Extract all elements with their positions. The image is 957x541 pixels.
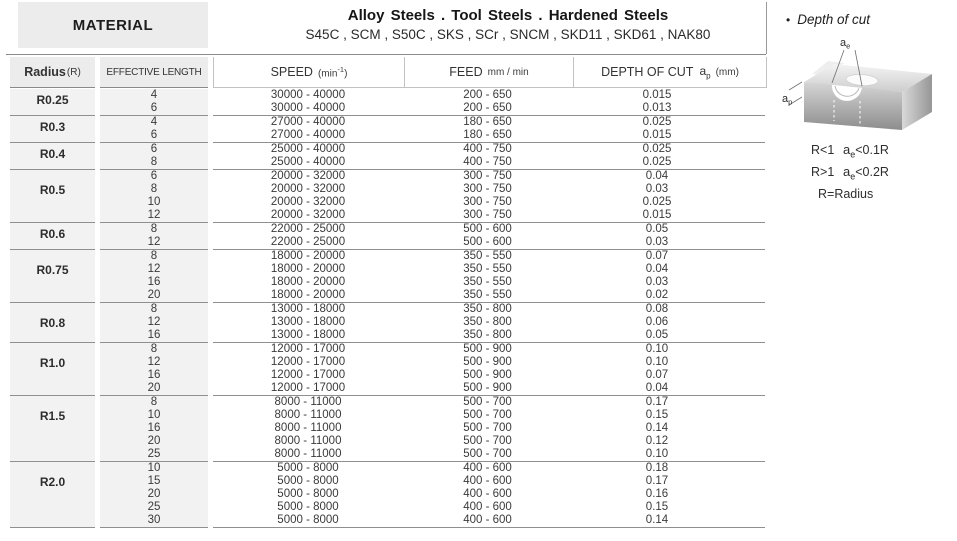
data-row: [213, 129, 765, 142]
depth-symbol: $a_p$: [699, 63, 711, 81]
data-row: [213, 263, 765, 276]
radius-value: R1.5: [39, 409, 66, 423]
speed-header-label: SPEED: [270, 65, 313, 79]
depth-of-cut-diagram: [782, 34, 952, 142]
radius-cell: [10, 89, 95, 116]
effective-length-value: 10: [147, 462, 161, 474]
effective-length-column-header: [100, 57, 208, 88]
radius-cell: [10, 250, 95, 303]
effective-length-value: 16: [147, 276, 161, 288]
speed-value: 22000 - 25000: [270, 236, 346, 248]
depth-value: 0.05: [645, 329, 669, 341]
effective-length-value: 10: [147, 196, 161, 208]
feed-value: 500 - 700: [463, 396, 512, 408]
feed-value: 400 - 600: [463, 501, 512, 513]
material-label: MATERIAL: [72, 16, 154, 34]
speed-value: 18000 - 20000: [270, 250, 346, 262]
speed-value: 27000 - 40000: [270, 129, 346, 141]
feed-value: 400 - 750: [463, 156, 512, 168]
groove-shading: [835, 86, 859, 96]
radius-cell: [10, 343, 95, 396]
data-row: [213, 223, 765, 236]
data-row: [213, 396, 765, 409]
depth-value: 0.17: [645, 396, 669, 408]
feed-value: 500 - 900: [463, 356, 512, 368]
depth-value: 0.025: [642, 143, 672, 155]
values-cell: [213, 303, 765, 343]
note-condition: R>1: [811, 165, 835, 179]
effective-length-cell: [100, 396, 208, 462]
parameters-header-group: [213, 57, 767, 88]
effective-length-value: 16: [147, 422, 161, 434]
effective-length-value: 16: [147, 329, 161, 341]
values-cell: [213, 89, 765, 116]
feed-value: 350 - 550: [463, 250, 512, 262]
depth-value: 0.03: [645, 236, 669, 248]
data-row: [213, 488, 765, 501]
effective-length-value: 8: [150, 183, 158, 195]
column-header-row: [10, 57, 767, 88]
ap-tick-line: [789, 82, 802, 90]
radius-cell: [10, 116, 95, 143]
ae-label: $a_e$: [840, 37, 851, 51]
data-row: [213, 409, 765, 422]
feed-value: 350 - 550: [463, 289, 512, 301]
effective-length-value: 6: [150, 143, 158, 155]
speed-value: 12000 - 17000: [270, 369, 346, 381]
radius-header-label: Radius: [24, 65, 66, 79]
effective-length-cell: [100, 89, 208, 116]
depth-value: 0.15: [645, 409, 669, 421]
feed-value: 500 - 600: [463, 223, 512, 235]
speed-value: 30000 - 40000: [270, 102, 346, 114]
effective-length-value: 4: [150, 89, 158, 101]
effective-length-value: 6: [150, 102, 158, 114]
speed-value: 22000 - 25000: [270, 223, 346, 235]
steel-grades-line: S45C , SCM , S50C , SKS , SCr , SNCM , SKD11 , SKD61 , NAK80: [305, 27, 711, 42]
note-line: R<1 $a_e<0.1R$: [811, 142, 889, 160]
radius-group: [10, 170, 765, 223]
speed-value: 20000 - 32000: [270, 209, 346, 221]
speed-value: 20000 - 32000: [270, 170, 346, 182]
effective-length-value: 25: [147, 448, 161, 460]
feed-value: 300 - 750: [463, 170, 512, 182]
speed-column-header: [214, 57, 405, 87]
data-row: [213, 196, 765, 209]
speed-value: 12000 - 17000: [270, 343, 346, 355]
data-row: [213, 448, 765, 461]
depth-value: 0.02: [645, 289, 669, 301]
values-cell: [213, 223, 765, 250]
feed-value: 500 - 600: [463, 236, 512, 248]
effective-length-value: 20: [147, 488, 161, 500]
speed-value: 5000 - 8000: [277, 501, 339, 513]
effective-length-value: 15: [147, 475, 161, 487]
data-row: [213, 170, 765, 183]
data-row: [213, 236, 765, 249]
feed-value: 400 - 600: [463, 475, 512, 487]
feed-value: 350 - 550: [463, 263, 512, 275]
speed-value: 8000 - 11000: [274, 409, 342, 421]
radius-value: R0.8: [39, 316, 66, 330]
depth-value: 0.12: [645, 435, 669, 447]
note-limit: <0.2R: [855, 165, 889, 179]
depth-value: 0.07: [645, 369, 669, 381]
feed-value: 400 - 600: [463, 488, 512, 500]
radius-group: [10, 89, 765, 116]
feed-value: 500 - 700: [463, 435, 512, 447]
radius-group: [10, 250, 765, 303]
radius-cell: [10, 170, 95, 223]
effective-length-value: 8: [150, 156, 158, 168]
radius-value: R2.0: [39, 475, 66, 489]
values-cell: [213, 343, 765, 396]
depth-column-header: [574, 57, 766, 87]
data-row: [213, 422, 765, 435]
depth-value: 0.04: [645, 170, 669, 182]
depth-value: 0.05: [645, 223, 669, 235]
speed-value: 8000 - 11000: [274, 448, 342, 460]
depth-value: 0.015: [642, 129, 672, 141]
data-row: [213, 143, 765, 156]
effective-length-cell: [100, 143, 208, 170]
feed-value: 350 - 800: [463, 329, 512, 341]
values-cell: [213, 143, 765, 170]
radius-group: [10, 343, 765, 396]
speed-value: 13000 - 18000: [270, 329, 346, 341]
radius-value: R1.0: [39, 356, 66, 370]
feed-value: 350 - 800: [463, 316, 512, 328]
radius-group: [10, 462, 765, 528]
depth-value: 0.025: [642, 196, 672, 208]
speed-value: 12000 - 17000: [270, 382, 346, 394]
feed-header-label: FEED: [449, 65, 483, 79]
effective-length-cell: [100, 170, 208, 223]
effective-length-value: 6: [150, 129, 158, 141]
depth-value: 0.06: [645, 316, 669, 328]
depth-of-cut-notes: [811, 142, 889, 208]
bullet-icon: •: [786, 13, 791, 27]
radius-value: R0.75: [36, 263, 69, 277]
depth-of-cut-label: Depth of cut: [797, 12, 870, 27]
data-row: [213, 501, 765, 514]
ap-label: $a_p$: [782, 93, 793, 107]
effective-length-value: 12: [147, 356, 161, 368]
speed-value: 8000 - 11000: [274, 396, 342, 408]
feed-value: 500 - 900: [463, 382, 512, 394]
radius-value: R0.6: [39, 227, 66, 241]
data-row: [213, 514, 765, 527]
depth-value: 0.08: [645, 303, 669, 315]
effective-length-value: 12: [147, 263, 161, 275]
data-row: [213, 102, 765, 115]
data-row: [213, 316, 765, 329]
speed-value: 18000 - 20000: [270, 289, 346, 301]
data-row: [213, 303, 765, 316]
depth-of-cut-title: [786, 12, 870, 27]
depth-value: 0.17: [645, 475, 669, 487]
depth-value: 0.015: [642, 209, 672, 221]
radius-value: R0.5: [39, 183, 66, 197]
effective-length-value: 8: [150, 250, 158, 262]
effective-length-value: 12: [147, 236, 161, 248]
effective-length-cell: [100, 303, 208, 343]
depth-value: 0.10: [645, 343, 669, 355]
depth-value: 0.015: [642, 89, 672, 101]
feed-value: 300 - 750: [463, 196, 512, 208]
depth-value: 0.03: [645, 183, 669, 195]
effective-length-value: 20: [147, 382, 161, 394]
data-row: [213, 343, 765, 356]
data-row: [213, 462, 765, 475]
effective-length-value: 6: [150, 170, 158, 182]
effective-length-cell: [100, 223, 208, 250]
feed-value: 300 - 750: [463, 183, 512, 195]
note-limit: <0.1R: [855, 143, 889, 157]
feed-value: 400 - 750: [463, 143, 512, 155]
depth-header-label: DEPTH OF CUT: [601, 65, 694, 79]
speed-value: 12000 - 17000: [270, 356, 346, 368]
feed-value: 180 - 650: [463, 116, 512, 128]
effective-length-header-label: EFFECTIVE LENGTH: [106, 66, 202, 78]
radius-column-header: [10, 57, 95, 88]
feed-value: 400 - 600: [463, 514, 512, 526]
speed-value: 8000 - 11000: [274, 422, 342, 434]
data-row: [213, 209, 765, 222]
depth-value: 0.013: [642, 102, 672, 114]
material-header: [18, 2, 208, 48]
values-cell: [213, 462, 765, 528]
depth-value: 0.03: [645, 276, 669, 288]
radius-cell: [10, 223, 95, 250]
radius-value: R0.3: [39, 120, 66, 134]
data-row: [213, 250, 765, 263]
effective-length-value: 20: [147, 289, 161, 301]
speed-value: 5000 - 8000: [277, 488, 339, 500]
depth-value: 0.10: [645, 356, 669, 368]
depth-value: 0.16: [645, 488, 669, 500]
speed-value: 20000 - 32000: [270, 196, 346, 208]
feed-value: 400 - 600: [463, 462, 512, 474]
feed-value: 300 - 750: [463, 209, 512, 221]
data-row: [213, 276, 765, 289]
feed-value: 350 - 550: [463, 276, 512, 288]
data-row: [213, 382, 765, 395]
depth-value: 0.10: [645, 448, 669, 460]
table-body: [10, 89, 765, 528]
feed-value: 500 - 900: [463, 343, 512, 355]
speed-value: 5000 - 8000: [277, 462, 339, 474]
data-row: [213, 89, 765, 102]
data-row: [213, 356, 765, 369]
speed-value: 18000 - 20000: [270, 276, 346, 288]
radius-cell: [10, 462, 95, 528]
speed-value: 13000 - 18000: [270, 316, 346, 328]
effective-length-value: 12: [147, 209, 161, 221]
effective-length-value: 4: [150, 116, 158, 128]
feed-value: 200 - 650: [463, 89, 512, 101]
values-cell: [213, 396, 765, 462]
effective-length-value: 30: [147, 514, 161, 526]
radius-cell: [10, 303, 95, 343]
radius-group: [10, 303, 765, 343]
radius-definition: R=Radius: [818, 187, 874, 201]
speed-value: 5000 - 8000: [277, 475, 339, 487]
feed-value: 200 - 650: [463, 102, 512, 114]
effective-length-value: 25: [147, 501, 161, 513]
effective-length-cell: [100, 343, 208, 396]
effective-length-value: 20: [147, 435, 161, 447]
data-row: [213, 369, 765, 382]
depth-value: 0.04: [645, 263, 669, 275]
effective-length-value: 8: [150, 223, 158, 235]
speed-unit: $(\min^{-1})$: [317, 64, 348, 80]
header-divider: [6, 54, 766, 55]
effective-length-value: 8: [150, 343, 158, 355]
speed-value: 25000 - 40000: [270, 143, 346, 155]
speed-value: 27000 - 40000: [270, 116, 346, 128]
steel-category-line: Alloy Steels . Tool Steels . Hardened Steels: [347, 7, 669, 24]
values-cell: [213, 250, 765, 303]
speed-value: 25000 - 40000: [270, 156, 346, 168]
effective-length-cell: [100, 462, 208, 528]
effective-length-value: 8: [150, 396, 158, 408]
effective-length-value: 12: [147, 316, 161, 328]
data-row: [213, 116, 765, 129]
values-cell: [213, 170, 765, 223]
speed-value: 30000 - 40000: [270, 89, 346, 101]
feed-value: 180 - 650: [463, 129, 512, 141]
speed-value: 5000 - 8000: [277, 514, 339, 526]
feed-value: 500 - 700: [463, 409, 512, 421]
data-row: [213, 435, 765, 448]
depth-value: 0.18: [645, 462, 669, 474]
radius-value: R0.4: [39, 147, 66, 161]
effective-length-value: 8: [150, 303, 158, 315]
depth-value: 0.07: [645, 250, 669, 262]
radius-cell: [10, 396, 95, 462]
speed-value: 8000 - 11000: [274, 435, 342, 447]
radius-group: [10, 116, 765, 143]
radius-cell: [10, 143, 95, 170]
depth-value: 0.15: [645, 501, 669, 513]
effective-length-value: 10: [147, 409, 161, 421]
depth-unit: (mm): [715, 66, 739, 78]
radius-group: [10, 223, 765, 250]
feed-value: 500 - 700: [463, 422, 512, 434]
feed-value: 500 - 900: [463, 369, 512, 381]
depth-value: 0.14: [645, 422, 669, 434]
effective-length-value: 16: [147, 369, 161, 381]
depth-value: 0.04: [645, 382, 669, 394]
data-row: [213, 475, 765, 488]
feed-unit: mm / min: [487, 66, 529, 78]
depth-value: 0.14: [645, 514, 669, 526]
radius-value: R0.25: [36, 93, 69, 107]
data-row: [213, 289, 765, 302]
effective-length-cell: [100, 250, 208, 303]
speed-value: 18000 - 20000: [270, 263, 346, 275]
effective-length-cell: [100, 116, 208, 143]
radius-group: [10, 143, 765, 170]
values-cell: [213, 116, 765, 143]
speed-value: 20000 - 32000: [270, 183, 346, 195]
data-row: [213, 329, 765, 342]
data-row: [213, 156, 765, 169]
note-condition: R<1: [811, 143, 835, 157]
feed-value: 500 - 700: [463, 448, 512, 460]
steel-types-box: [250, 2, 767, 54]
feed-value: 350 - 800: [463, 303, 512, 315]
depth-value: 0.025: [642, 156, 672, 168]
feed-column-header: [405, 57, 574, 87]
radius-header-paren: (R): [66, 66, 81, 78]
speed-value: 13000 - 18000: [270, 303, 346, 315]
depth-value: 0.025: [642, 116, 672, 128]
data-row: [213, 183, 765, 196]
radius-group: [10, 396, 765, 462]
note-line: R>1 $a_e<0.2R$: [811, 164, 889, 182]
